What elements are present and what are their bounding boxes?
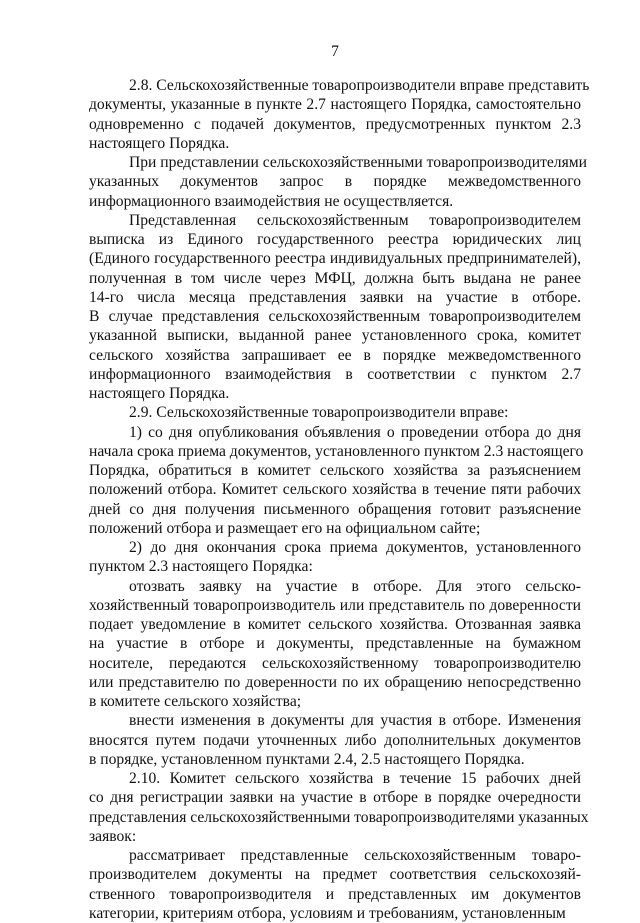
text-line: полученная в том числе через МФЦ, должна быть выдана не ранее <box>89 269 581 287</box>
page-number: 7 <box>331 43 339 60</box>
text-line: внести изменения в документы для участия в отборе. Изменения <box>129 712 581 730</box>
text-line: пунктом 2.3 настоящего Порядка: <box>89 558 313 576</box>
text-line: дней со дня получения письменного обращения готовит разъяснение <box>89 500 581 518</box>
text-line: 1) со дня опубликования объявления о проведении отбора до дня <box>129 423 581 441</box>
text-line: 2.10. Комитет сельского хозяйства в течение 15 рабочих дней <box>129 770 581 787</box>
text-line: положений отбора и размещает его на официальном сайте; <box>89 519 481 537</box>
text-line: хозяйственный товаропроизводитель или представитель по доверенности <box>89 596 581 614</box>
paragraph <box>89 769 589 846</box>
text-line: подает уведомление в комитет сельского хозяйства. Отозванная заявка <box>89 616 581 633</box>
text-line: ственного товаропроизводителя и представленных им документов <box>89 885 581 903</box>
text-line: указанных документов запрос в порядке межведомственного <box>89 173 581 191</box>
text-line: 14-го числа месяца представления заявки на участие в отборе. <box>89 288 581 306</box>
text-line: В случае представления сельскохозяйственным товаропроизводителем <box>89 308 581 325</box>
text-line: категории, критериям отбора, условиям и требованиям, установленным <box>89 904 566 922</box>
text-line: выписка из Единого государственного реестра юридических лиц <box>89 231 581 248</box>
text-line: одновременно с подачей документов, предусмотренных пунктом 2.3 <box>89 115 581 133</box>
text-line: настоящего Порядка. <box>89 385 230 402</box>
paragraph <box>89 403 581 422</box>
paragraph <box>89 153 587 211</box>
text-line: со дня регистрации заявки на участие в отборе в порядке очередности <box>89 789 581 807</box>
text-line: документы, указанные в пункте 2.7 настоящего Порядка, самостоятельно <box>89 96 581 114</box>
paragraph <box>89 423 584 539</box>
text-line: на участие в отборе и документы, представленные на бумажном <box>89 635 581 653</box>
paragraph <box>89 211 581 404</box>
text-line: положений отбора. Комитет сельского хозяйства в течение пяти рабочих <box>89 481 581 499</box>
text-line: указанной выписки, выданной ранее установленного срока, комитет <box>89 327 581 345</box>
text-line: или представителю по доверенности по их обращению непосредственно <box>89 673 581 691</box>
text-line: производителем документы на предмет соответствия сельскохозяй- <box>89 866 581 884</box>
text-line: начала срока приема документов, установленного пунктом 2.3 настоящего <box>89 442 584 460</box>
text-line: (Единого государственного реестра индивидуальных предпринимателей), <box>89 250 581 268</box>
text-line: 2) до дня окончания срока приема документов, установленного <box>129 539 581 556</box>
text-line: Представленная сельскохозяйственным товаропроизводителем <box>129 211 581 229</box>
text-line: отозвать заявку на участие в отборе. Для этого сельско- <box>129 577 581 595</box>
text-line: информационного взаимодействия в соответствии с пунктом 2.7 <box>89 365 581 383</box>
text-line: вносятся путем подачи уточненных либо дополнительных документов <box>89 731 581 749</box>
text-line: 2.8. Сельскохозяйственные товаропроизводители вправе представить <box>129 77 590 94</box>
text-line: сельского хозяйства запрашивает ее в порядке межведомственного <box>89 346 581 364</box>
text-line: представления сельскохозяйственными товаропроизводителями указанных <box>89 808 589 826</box>
paragraph <box>89 711 581 769</box>
text-line: носителе, передаются сельскохозяйственному товаропроизводителю <box>89 654 581 672</box>
text-line: Порядка, обратиться в комитет сельского хозяйства за разъяснением <box>89 462 581 479</box>
text-line: настоящего Порядка. <box>89 134 230 152</box>
document-body <box>89 76 590 923</box>
text-line: в комитете сельского хозяйства; <box>89 693 302 710</box>
text-line: информационного взаимодействия не осуществляется. <box>89 192 454 210</box>
paragraph <box>89 846 581 923</box>
paragraph <box>89 577 581 712</box>
text-line: При представлении сельскохозяйственными товаропроизводителями <box>129 154 587 171</box>
text-line: в порядке, установленном пунктами 2.4, 2.5 настоящего Порядка. <box>89 750 525 768</box>
paragraph <box>89 538 581 577</box>
paragraph <box>89 76 590 153</box>
text-line: 2.9. Сельскохозяйственные товаропроизводители вправе: <box>129 404 509 422</box>
text-line: рассматривает представленные сельскохозяйственным товаро- <box>129 847 581 864</box>
text-line: заявок: <box>89 827 137 845</box>
